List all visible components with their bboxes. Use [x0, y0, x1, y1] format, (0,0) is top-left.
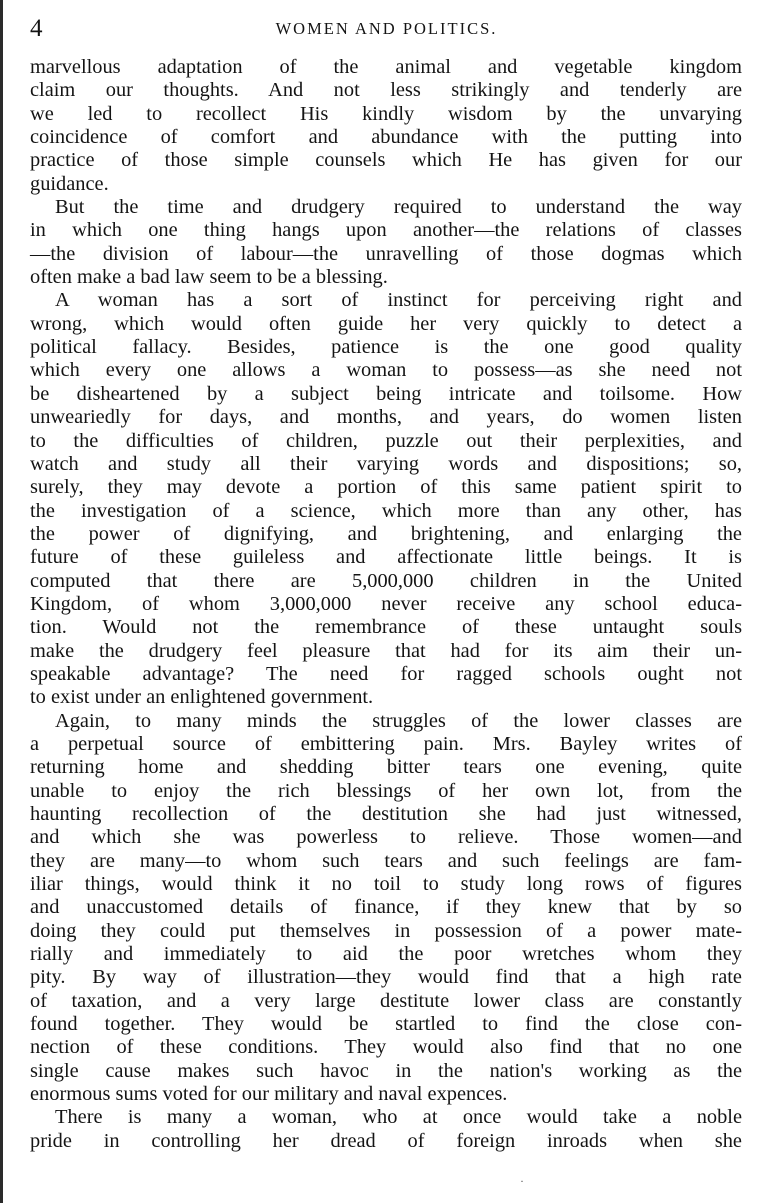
- text-line: pity. By way of illustration—they would find that a high rate: [30, 966, 742, 989]
- paragraph: [30, 1106, 742, 1153]
- text-line: pride in controlling her dread of foreign inroads when she: [30, 1129, 742, 1152]
- page-edge-shadow: [0, 0, 3, 1203]
- text-line: haunting recollection of the destitution she had just witnessed,: [30, 803, 742, 825]
- paragraph: [30, 56, 742, 196]
- text-line: a perpetual source of embittering pain. Mrs. Bayley writes of: [30, 732, 742, 755]
- page-number: 4: [30, 15, 43, 42]
- paragraph: [30, 710, 742, 1107]
- text-line: wrong, which would often guide her very quickly to detect a: [30, 312, 742, 335]
- running-title: WOMEN AND POLITICS.: [275, 19, 498, 38]
- text-line: enormous sums voted for our military and naval expences.: [30, 1083, 508, 1106]
- text-line: in which one thing hangs upon another—the relations of classes: [30, 219, 742, 242]
- text-line: practice of those simple counsels which He has given for our: [30, 149, 742, 172]
- text-line: to exist under an enlightened government.: [30, 686, 374, 709]
- text-line: and which she was powerless to relieve. Those women—and: [30, 826, 742, 849]
- text-line: rially and immediately to aid the poor wretches whom they: [30, 943, 742, 966]
- text-line: returning home and shedding bitter tears one evening, quite: [30, 756, 742, 779]
- text-line: to the difficulties of children, puzzle out their perplexities, and: [30, 429, 742, 452]
- text-line: marvellous adaptation of the animal and vegetable kingdom: [30, 56, 742, 78]
- text-line: be disheartened by a subject being intricate and toilsome. How: [30, 382, 742, 405]
- text-line: political fallacy. Besides, patience is the one good quality: [30, 336, 742, 359]
- paragraph: [30, 289, 742, 709]
- text-line: unable to enjoy the rich blessings of her own lot, from the: [30, 779, 742, 802]
- text-line: surely, they may devote a portion of this same patient spirit to: [30, 476, 742, 499]
- text-line: computed that there are 5,000,000 children in the United: [30, 569, 742, 592]
- text-line: the investigation of a science, which more than any other, has: [30, 499, 742, 522]
- text-line: and unaccustomed details of finance, if they knew that by so: [30, 896, 742, 919]
- text-line: guidance.: [30, 172, 109, 195]
- text-line: watch and study all their varying words and dispositions; so,: [30, 452, 742, 475]
- page-header: [30, 14, 743, 44]
- text-line: —the division of labour—the unravelling of those dogmas which: [30, 242, 742, 265]
- text-line: unweariedly for days, and months, and years, do women listen: [30, 406, 742, 429]
- text-line: future of these guileless and affectionate little beings. It is: [30, 546, 742, 569]
- text-line: There is many a woman, who at once would take a noble: [55, 1106, 742, 1129]
- text-line: single cause makes such havoc in the nation's working as the: [30, 1059, 742, 1082]
- body-text: [30, 56, 742, 1153]
- text-line: they are many—to whom such tears and such feelings are fam-: [30, 849, 742, 872]
- text-line: the power of dignifying, and brightening, and enlarging the: [30, 522, 742, 545]
- text-line: speakable advantage? The need for ragged schools ought not: [30, 662, 742, 685]
- paragraph: [30, 196, 742, 289]
- text-line: nection of these conditions. They would also find that no one: [30, 1036, 742, 1059]
- text-line: doing they could put themselves in possession of a power mate-: [30, 919, 742, 942]
- text-line: often make a bad law seem to be a blessing.: [30, 266, 388, 289]
- text-line: tion. Would not the remembrance of these untaught souls: [30, 616, 742, 639]
- text-line: which every one allows a woman to possess—as she need not: [30, 359, 742, 382]
- text-line: Kingdom, of whom 3,000,000 never receive any school educa-: [30, 592, 742, 615]
- text-line: found together. They would be startled to find the close con-: [30, 1013, 742, 1036]
- text-line: we led to recollect His kindly wisdom by the unvarying: [30, 102, 742, 125]
- text-line: But the time and drudgery required to understand the way: [55, 196, 742, 219]
- text-line: claim our thoughts. And not less strikingly and tenderly are: [30, 79, 742, 102]
- text-line: A woman has a sort of instinct for perceiving right and: [55, 289, 742, 312]
- text-line: coincidence of comfort and abundance with the putting into: [30, 126, 742, 149]
- text-line: iliar things, would think it no toil to study long rows of figures: [30, 873, 742, 896]
- text-line: Again, to many minds the struggles of the lower classes are: [55, 709, 742, 732]
- text-line: make the drudgery feel pleasure that had for its aim their un-: [30, 639, 742, 662]
- text-line: of taxation, and a very large destitute lower class are constantly: [30, 989, 742, 1012]
- ink-speck: ·: [520, 1174, 524, 1188]
